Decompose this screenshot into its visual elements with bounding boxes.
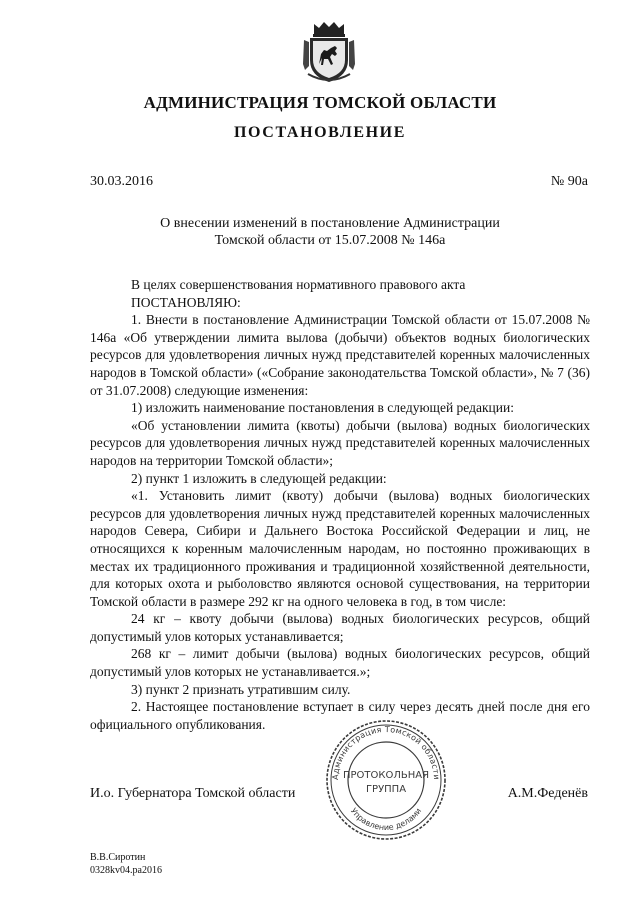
document-body (90, 276, 590, 733)
item-1-3-paragraph: 3) пункт 2 признать утратившим силу. (131, 681, 351, 697)
executor-info (90, 852, 162, 877)
stamp-inner-line: ПРОТОКОЛЬНАЯ (342, 770, 430, 781)
stamp-inner-line: ГРУППА (365, 784, 407, 795)
signatory-name: А.М.Феденёв (507, 786, 588, 801)
document-number: № 90а (550, 174, 588, 189)
stamp-bottom-text: Управление делами (348, 806, 424, 833)
quota-a-paragraph: 24 кг – квоту добычи (вылова) водных биологических ресурсов, общий допустимый улов которых устанавливается; (90, 611, 590, 644)
quota-b-paragraph: 268 кг – лимит добычи (вылова) водных биологических ресурсов, общий допустимый улов которых не устанавливается.»; (90, 646, 590, 680)
decree-word: ПОСТАНОВЛЯЮ: (131, 294, 241, 310)
item-1-paragraph: 1. Внести в постановление Администрации Томской области от 15.07.2008 № 146а «Об утверждении лимита вылова (добычи) объектов водных биологических ресурсов для удовлетворения личных нужд представителей коренных малочисленных народов в Томской области» («Собрание законодательства Томской области», № 7 (36) от 31.07.2008) следующие изменения: (90, 312, 590, 398)
preamble-paragraph: В целях совершенствования нормативного правового акта (131, 277, 466, 292)
document-date: 30.03.2016 (90, 174, 153, 189)
subject-line: Томской области от 15.07.2008 № 146а (214, 233, 446, 248)
official-stamp (324, 718, 448, 842)
stamp-outer-text: Администрация Томской области (330, 724, 442, 781)
item-1-1-paragraph: 1) изложить наименование постановления в следующей редакции: (131, 400, 514, 416)
organization-name: АДМИНИСТРАЦИЯ ТОМСКОЙ ОБЛАСТИ (143, 93, 497, 112)
tomsk-coat-of-arms-icon (302, 20, 356, 84)
signatory-title: И.о. Губернатора Томской области (90, 786, 296, 801)
subject-line: О внесении изменений в постановление Администрации (160, 216, 500, 231)
item-2-paragraph: 2. Настоящее постановление вступает в силу через десять дней после дня его официального опубликования. (90, 699, 590, 732)
file-code: 0328kv04.ра2016 (90, 864, 162, 876)
document-subject (100, 215, 560, 249)
document-type: ПОСТАНОВЛЕНИЕ (234, 124, 406, 141)
item-1-2-paragraph: 2) пункт 1 изложить в следующей редакции: (131, 470, 387, 486)
item-1-2-quote: «1. Установить лимит (квоту) добычи (вылова) водных биологических ресурсов для удовлетворения личных нужд представителей коренных малочисленных народов Севера, Сибири и Дальнего Востока Российской Федерации и лиц, не относящихся к коренным малочисленным народам, но постоянно проживающих в местах их традиционного проживания и традиционной хозяйственной деятельности, для которых охота и рыболовство являются основой существования, на территории Томской области в размере 292 кг на одного человека в год, в том числе: (90, 488, 590, 609)
item-1-1-quote: «Об установлении лимита (квоты) добычи (вылова) водных биологических ресурсов для удовлетворения личных нужд представителей коренных малочисленных народов на территории Томской области»; (90, 417, 590, 468)
executor-name: В.В.Сиротин (90, 852, 146, 863)
